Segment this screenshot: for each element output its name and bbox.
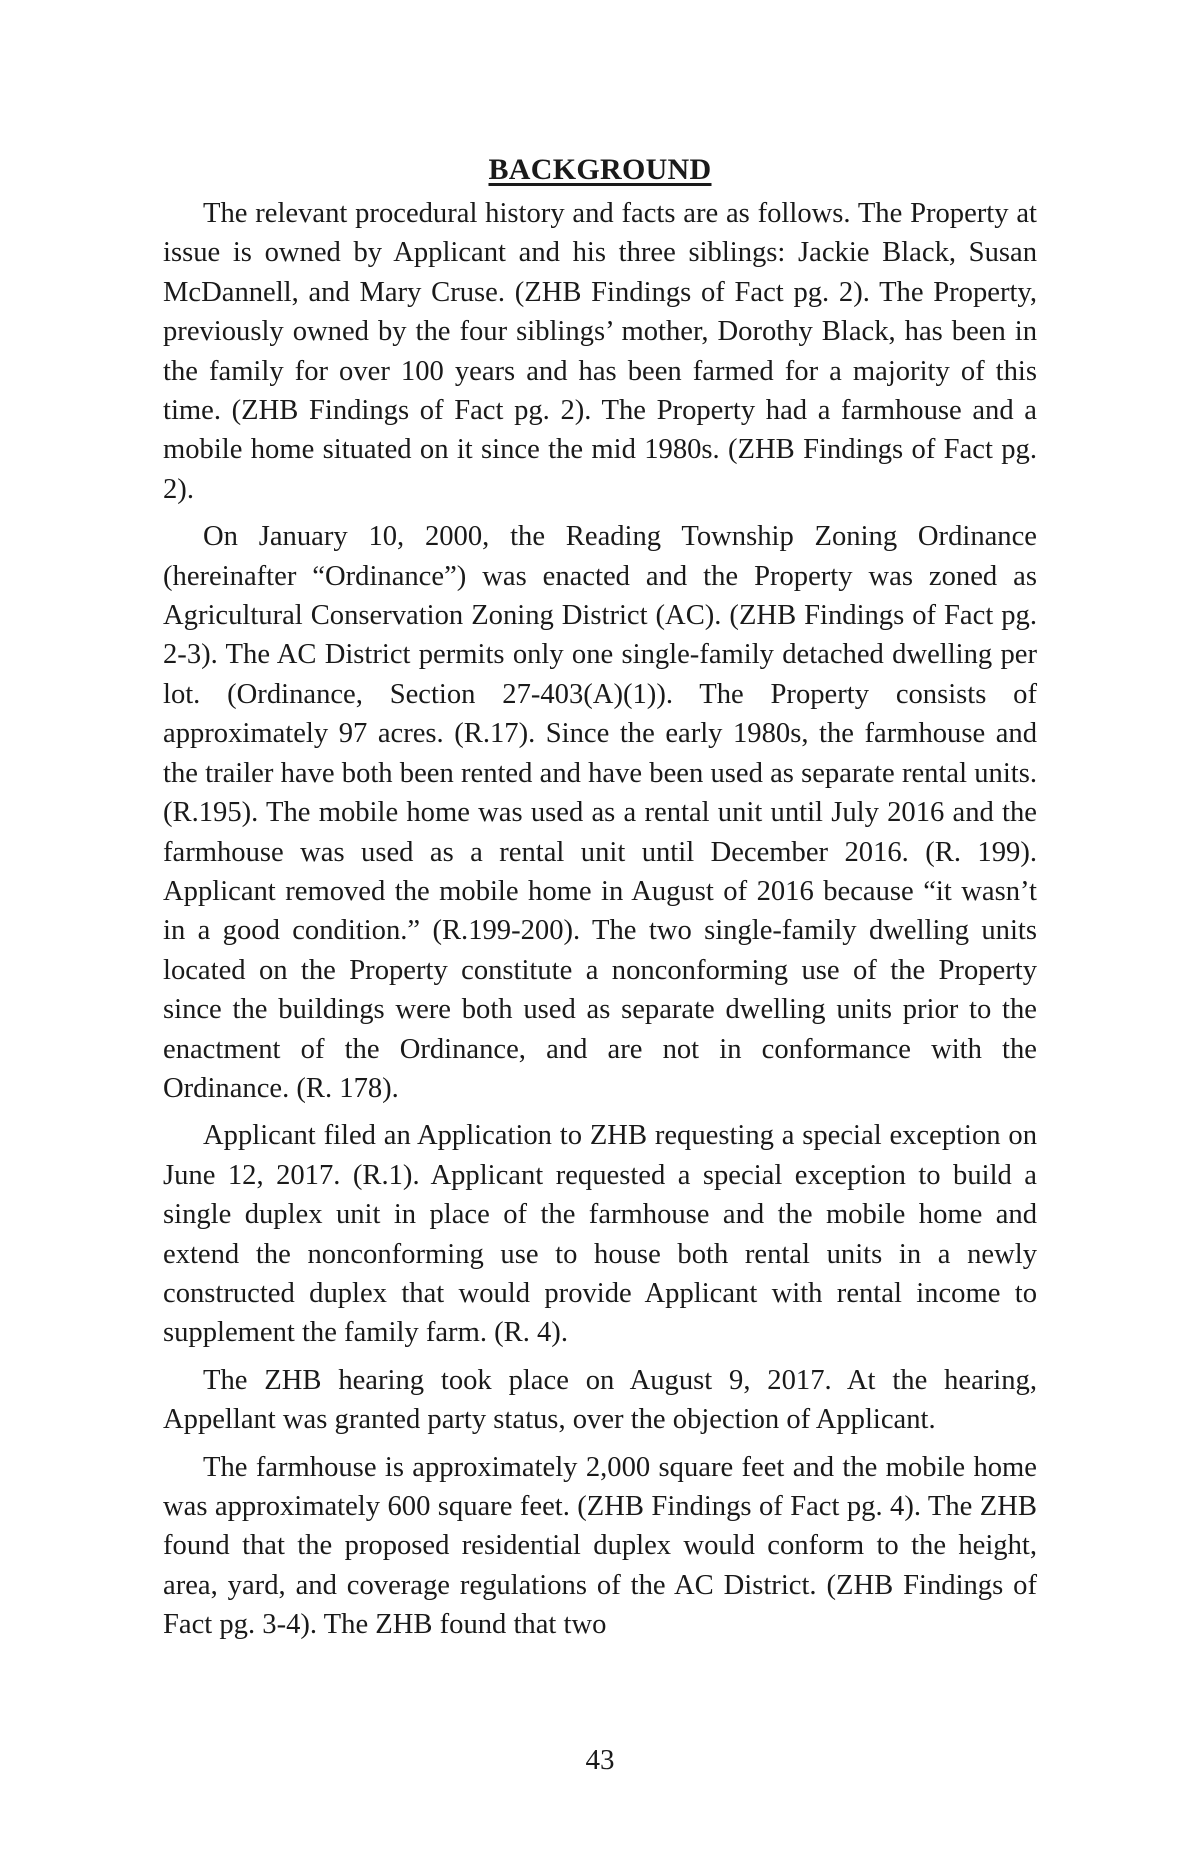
- document-page: [163, 150, 1037, 1653]
- paragraph-procedural-history: The relevant procedural history and facts are as follows. The Property at issue is owned by Applicant and his three siblings: Jackie Black, Susan McDannell, and Mary Cruse. (ZHB Findings of Fact pg. 2). The Property, previously owned by the four siblings’ mother, Dorothy Black, has been in the family for over 100 years and has been farmed for a majority of this time. (ZHB Findings of Fact pg. 2). The Property had a farmhouse and a mobile home situated on it since the mid 1980s. (ZHB Findings of Fact pg. 2).: [163, 198, 1037, 505]
- paragraph-application: Applicant filed an Application to ZHB requesting a special exception on June 12, 2017. (R.1). Applicant requested a special exception to build a single duplex unit in place of the farmhouse and the mobile home and extend the nonconforming use to house both rental units in a newly constructed duplex that would provide Applicant with rental income to supplement the family farm. (R. 4).: [163, 1120, 1037, 1349]
- paragraph-zoning-ordinance: On January 10, 2000, the Reading Township Zoning Ordinance (hereinafter “Ordinance”) was enacted and the Property was zoned as Agricultural Conservation Zoning District (AC). (ZHB Findings of Fact pg. 2-3). The AC District permits only one single-family detached dwelling per lot. (Ordinance, Section 27-403(A)(1)). The Property consists of approximately 97 acres. (R.17). Since the early 1980s, the farmhouse and the trailer have both been rented and have been used as separate rental units. (R.195). The mobile home was used as a rental unit until July 2016 and the farmhouse was used as a rental unit until December 2016. (R. 199). Applicant removed the mobile home in August of 2016 because “it wasn’t in a good condition.” (R.199-200). The two single-family dwelling units located on the Property constitute a nonconforming use of the Property since the buildings were both used as separate dwelling units prior to the enactment of the Ordinance, and are not in conformance with the Ordinance. (R. 178).: [163, 521, 1037, 1104]
- paragraph-findings: The farmhouse is approximately 2,000 square feet and the mobile home was approximately 600 square feet. (ZHB Findings of Fact pg. 4). The ZHB found that the proposed residential duplex would conform to the height, area, yard, and coverage regulations of the AC District. (ZHB Findings of Fact pg. 3-4). The ZHB found that two: [163, 1451, 1037, 1641]
- section-heading: BACKGROUND: [488, 153, 712, 186]
- page-number: 43: [585, 1744, 615, 1776]
- paragraph-hearing: The ZHB hearing took place on August 9, 2017. At the hearing, Appellant was granted party status, over the objection of Applicant.: [163, 1364, 1037, 1436]
